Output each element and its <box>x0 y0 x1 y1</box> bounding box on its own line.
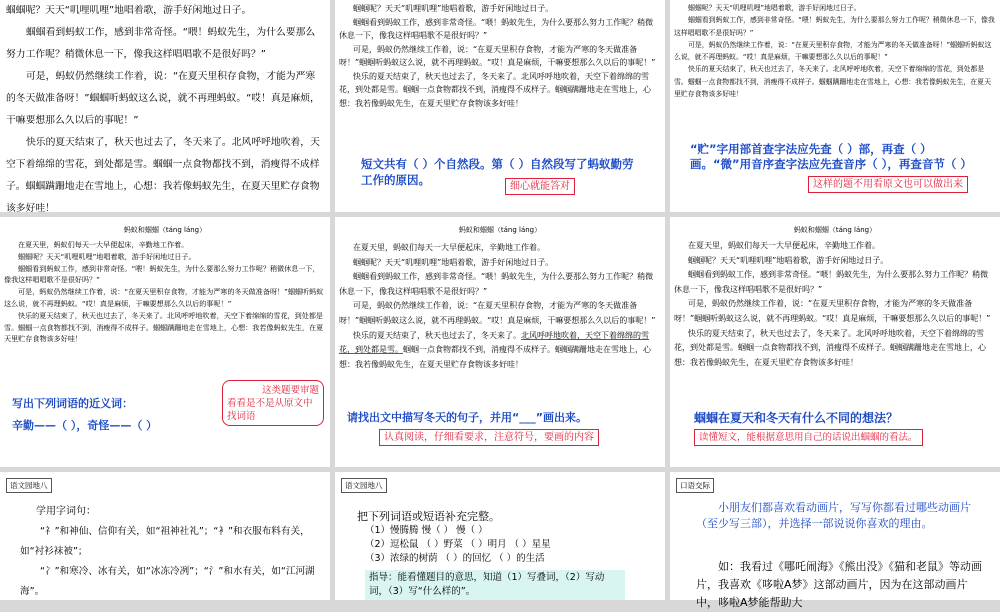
underlined-winter-sentence: 北风呼呼地吹着，天空下着绵绵的雪花，到处都是雪。 <box>339 330 649 355</box>
section-tag: 口语交际 <box>676 478 714 493</box>
list-item: （2）逗松鼠 （ ）野菜 （ ）明月 （ ）星星 <box>365 539 551 550</box>
slide-fill-words <box>335 472 665 600</box>
story-text: 在夏天里，蚂蚁们每天一大早便起床，辛勤地工作着。 蝈蝈呢？天天“叽哩叽哩”地唱着歌，游手好闲地过日子。 蝈蝈看到蚂蚁工作，感到非常奇怪。“喂！蚂蚁先生，为什么要那么努力工作呢？稍微休息一下，像我这样唱唱歌不是很好吗？” 可是，蚂蚁仍然继续工作着，说：“在夏天里积存食物，才能为严寒的冬天做准备呀！”蝈蝈听蚂蚁这么说，就不再理蚂蚁。“哎！真是麻烦，干嘛要想那么久以后的事呢！” 快乐的夏天结束了，秋天也过去了，冬天来了。北风呼呼地吹着，天空下着绵绵的雪花，到处都是雪。蝈蝈一点食物都找不到，消瘦得不成样子。蝈蝈蹒跚地走在雪地上，心想：我若像蚂蚁先生，在夏天里贮存食物该多好哇！ <box>674 241 991 367</box>
question-text: 请找出文中描写冬天的句子，并用“___”画出来。 <box>347 411 587 424</box>
section-tag: 语文园地八 <box>341 478 387 493</box>
slide-word-study <box>0 472 330 600</box>
story-text: 蝈蝈呢？天天“叽哩叽哩”地唱着歌，游手好闲地过日子。 蝈蝈看到蚂蚁工作，感到非常奇怪。“喂！蚂蚁先生，为什么要那么努力工作呢？稍微休息一下，像我这样唱唱歌不是很好吗？” 可是，蚂蚁仍然继续工作着，说：“在夏天里积存食物，才能为严寒的冬天做准备呀！”蝈蝈听蚂蚁这么说，就不再理蚂蚁。“哎！真是麻烦，干嘛要想那么久以后的事呢！” 快乐的夏天结束了，秋天也过去了，冬天来了。北风呼呼地吹着，天空下着绵绵的雪花，到处都是雪。蝈蝈一点食物都找不到，消瘦得不成样子。蝈蝈蹒跚地走在雪地上，心想：我若像蚂蚁先生，在夏天里贮存食物该多好哇！ <box>6 5 320 214</box>
question-text: 写出下列词语的近义词： <box>12 397 133 410</box>
slide-synonym-question <box>0 217 330 467</box>
question-text: “贮”字用部首查字法应先查（ ）部，再查（ ）画。“微”用音序查字法应先查音序（ ），再查音节（ ） <box>690 142 972 171</box>
list-item: （3）浓绿的树荫 （ ）的回忆 （ ）的生活 <box>365 553 545 564</box>
section-heading: 学用字词句： <box>36 506 96 517</box>
answer-line: 辛勤——（ ），奇怪——（ ） <box>12 419 158 432</box>
tip-box: 认真阅读，仔细看要求，注意符号，要画的内容 <box>379 429 599 446</box>
list-item: （1）慢腾腾 慢（ ） 慢（ ） <box>365 525 488 536</box>
slide-story-large <box>0 0 330 212</box>
slide-paragraph-question <box>335 0 665 212</box>
story-text: 在夏天里，蚂蚁们每天一大早便起床，辛勤地工作着。 蝈蝈呢？天天“叽哩叽哩”地唱着歌，游手好闲地过日子。 蝈蝈看到蚂蚁工作，感到非常奇怪。“喂！蚂蚁先生，为什么要那么努力工作呢？稍微休息一下，像我这样唱唱歌不是很好吗？” 可是，蚂蚁仍然继续工作着，说：“在夏天里积存食物，才能为严寒的冬天做准备呀！”蝈蝈听蚂蚁这么说，就不再理蚂蚁。“哎！真是麻烦，干嘛要想那么久以后的事呢！” 快乐的夏天结束了，秋天也过去了，冬天来了。北风呼呼地吹着，天空下着绵绵的雪花，到处都是雪。蝈蝈一点食物都找不到，消瘦得不成样子。蝈蝈蹒跚地走在雪地上，心想：我若像蚂蚁先生，在夏天里贮存食物该多好哇！ <box>4 240 324 344</box>
rule-text: “礻”和神仙、信仰有关，如“祖神社礼”；“衤”和衣服布料有关，如“衬衫袜被”； “冫”和寒冷、冰有关，如“冰冻冷冽”；“氵”和水有关，如“江河湖海”。 <box>20 526 315 597</box>
tip-box: 细心就能答对 <box>505 178 575 195</box>
tip-box: 这类题要审题 看看是不是从原文中找词语 <box>222 380 324 426</box>
slide-dictionary-question <box>670 0 1000 212</box>
story-title: 蚂蚁和蝈蝈（táng láng） <box>793 226 877 234</box>
story-title: 蚂蚁和蝈蝈（táng láng） <box>123 226 207 234</box>
slide-opinion-question <box>670 217 1000 467</box>
section-tag: 语文园地八 <box>6 478 52 493</box>
question-text: 蝈蝈在夏天和冬天有什么不同的想法？ <box>694 411 899 425</box>
prompt-text: 小朋友们都喜欢看动画片，写写你都看过哪些动画片（至少写三部），并选择一部说说你喜欢的理由。 <box>696 501 971 530</box>
tip-box: 这样的题不用看原文也可以做出来 <box>808 176 968 193</box>
guidance-box: 指导：能看懂题目的意思，知道（1）写叠词，（2）写动词，（3）写“什么样的”。 <box>365 570 625 600</box>
question-text: 短文共有（ ）个自然段。第（ ）自然段写了蚂蚁勤劳工作的原因。 <box>361 157 634 187</box>
story-text: 在夏天里，蚂蚁们每天一大早便起床，辛勤地工作着。 蝈蝈呢？天天“叽哩叽哩”地唱着歌，游手好闲地过日子。 蝈蝈看到蚂蚁工作，感到非常奇怪。“喂！蚂蚁先生，为什么要那么努力工作呢？稍微休息一下，像我这样唱唱歌不是很好吗？” 可是，蚂蚁仍然继续工作着，说：“在夏天里积存食物，才能为严寒的冬天做准备呀！”蝈蝈听蚂蚁这么说，就不再理蚂蚁。“哎！真是麻烦，干嘛要想那么久以后的事呢！” 快乐的夏天结束了，秋天也过去了，冬天来了。北风呼呼地吹着，天空下着绵绵的雪花，到处都是雪。蝈蝈一点食物都找不到，消瘦得不成样子。蝈蝈蹒跚地走在雪地上，心想：我若像蚂蚁先生，在夏天里贮存食物该多好哇！ <box>339 243 656 369</box>
example-text: 如：我看过《哪吒闹海》《熊出没》《猫和老鼠》等动画片，我喜欢《哆啦A梦》这部动画片，因为在这部动画片中，哆啦A梦能帮助大 <box>696 560 982 609</box>
tip-box: 读懂短文，能根据意思用自己的话说出蝈蝈的看法。 <box>694 429 923 446</box>
slide-oral-communication <box>670 472 1000 609</box>
story-text: 蝈蝈呢？天天“叽哩叽哩”地唱着歌，游手好闲地过日子。 蝈蝈看到蚂蚁工作，感到非常奇怪。“喂！蚂蚁先生，为什么要那么努力工作呢？稍微休息一下，像我这样唱唱歌不是很好吗？” 可是，蚂蚁仍然继续工作着，说：“在夏天里积存食物，才能为严寒的冬天做准备呀！”蝈蝈听蚂蚁这么说，就不再理蚂蚁。“哎！真是麻烦，干嘛要想那么久以后的事呢！” 快乐的夏天结束了，秋天也过去了，冬天来了。北风呼呼地吹着，天空下着绵绵的雪花，到处都是雪。蝈蝈一点食物都找不到，消瘦得不成样子。蝈蝈蹒跚地走在雪地上，心想：我若像蚂蚁先生，在夏天里贮存食物该多好哇！ <box>339 4 656 108</box>
slide-winter-sentence-question <box>335 217 665 467</box>
story-title: 蚂蚁和蝈蝈（táng láng） <box>458 226 542 234</box>
item-list <box>365 524 551 566</box>
story-text: 蝈蝈呢？天天“叽哩叽哩”地唱着歌，游手好闲地过日子。 蝈蝈看到蚂蚁工作，感到非常奇怪。“喂！蚂蚁先生，为什么要那么努力工作呢？稍微休息一下，像我这样唱唱歌不是很好吗？” 可是，蚂蚁仍然继续工作着，说：“在夏天里积存食物，才能为严寒的冬天做准备呀！”蝈蝈听蚂蚁这么说，就不再理蚂蚁。“哎！真是麻烦，干嘛要想那么久以后的事呢！” 快乐的夏天结束了，秋天也过去了，冬天来了。北风呼呼地吹着，天空下着绵绵的雪花，到处都是雪。蝈蝈一点食物都找不到，消瘦得不成样子。蝈蝈蹒跚地走在雪地上，心想：我若像蚂蚁先生，在夏天里贮存食物该多好哇！ <box>674 4 995 99</box>
section-heading: 把下列词语或短语补充完整。 <box>357 510 500 523</box>
